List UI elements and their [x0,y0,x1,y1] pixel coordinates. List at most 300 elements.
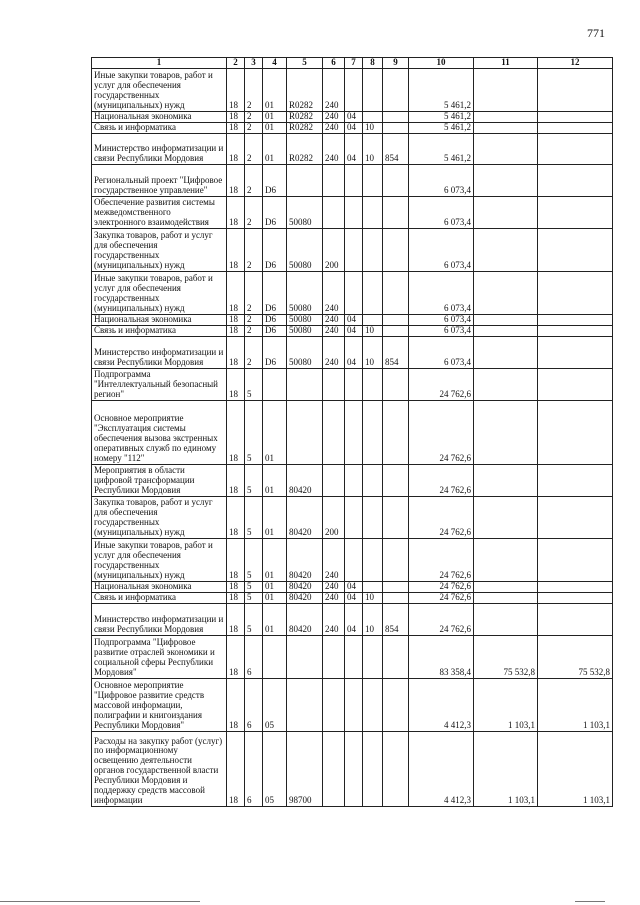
row-name-cell: Иные закупки товаров, работ и услуг для обеспечения государственных (муниципальных) нужд [92,538,227,581]
column-9-cell [383,496,409,538]
column-4-cell: 01 [263,538,287,581]
column-3-cell: 5 [245,464,263,496]
column-7-cell: 04 [345,314,363,325]
column-6-cell: 240 [323,538,345,581]
column-5-cell [287,678,323,731]
column-5-cell: R0282 [287,133,323,164]
column-7-cell [345,164,363,196]
column-2-cell: 18 [227,68,245,111]
column-6-cell: 240 [323,122,345,133]
column-4-cell: D6 [263,325,287,336]
column-9-cell [383,538,409,581]
column-7-cell: 04 [345,111,363,122]
table-row [92,603,613,635]
column-6-cell: 240 [323,592,345,603]
table-row [92,731,613,806]
column-9-cell [383,325,409,336]
column-5-cell: R0282 [287,68,323,111]
column-7-cell [345,464,363,496]
column-12-cell [538,538,613,581]
column-3-cell: 2 [245,314,263,325]
column-9-cell: 854 [383,603,409,635]
column-4-cell: 01 [263,133,287,164]
column-2-cell: 18 [227,581,245,592]
column-5-cell: 80420 [287,603,323,635]
column-5-cell [287,400,323,464]
row-name-cell: Министерство информатизации и связи Республики Мордовия [92,603,227,635]
column-9-cell [383,196,409,228]
page-number: 771 [587,26,605,40]
column-10-cell: 6 073,4 [409,164,474,196]
column-6-cell [323,164,345,196]
column-11-cell [474,368,538,400]
row-name-cell: Основное мероприятие "Эксплуатация системы обеспечения вызова экстренных оперативных служб по единому номеру "112" [92,400,227,464]
column-12-cell [538,68,613,111]
table-row [92,314,613,325]
column-10-cell: 6 073,4 [409,325,474,336]
column-2-cell: 18 [227,164,245,196]
column-8-cell [363,581,383,592]
column-5-cell: 80420 [287,496,323,538]
column-4-cell: 01 [263,592,287,603]
column-11-cell [474,68,538,111]
column-4-cell: D6 [263,314,287,325]
table-row [92,496,613,538]
column-2-cell: 18 [227,592,245,603]
table-row [92,635,613,678]
column-2-cell: 18 [227,538,245,581]
row-name-cell: Национальная экономика [92,111,227,122]
scan-artifact-line [0,901,200,902]
table-row [92,122,613,133]
column-header: 6 [323,58,345,69]
column-11-cell [474,196,538,228]
column-11-cell [474,538,538,581]
column-3-cell: 2 [245,325,263,336]
column-2-cell: 18 [227,368,245,400]
budget-table [91,57,613,807]
column-3-cell: 5 [245,368,263,400]
column-4-cell: 01 [263,496,287,538]
column-10-cell: 6 073,4 [409,314,474,325]
column-5-cell: 50080 [287,228,323,271]
column-4-cell: 01 [263,122,287,133]
table-row [92,68,613,111]
column-5-cell [287,635,323,678]
column-6-cell: 240 [323,111,345,122]
column-3-cell: 5 [245,581,263,592]
column-8-cell: 10 [363,122,383,133]
column-7-cell: 04 [345,133,363,164]
column-12-cell: 1 103,1 [538,678,613,731]
column-12-cell [538,400,613,464]
column-6-cell [323,368,345,400]
column-10-cell: 4 412,3 [409,678,474,731]
column-6-cell: 240 [323,336,345,368]
column-2-cell: 18 [227,228,245,271]
column-2-cell: 18 [227,496,245,538]
column-5-cell: 98700 [287,731,323,806]
column-3-cell: 6 [245,678,263,731]
column-8-cell: 10 [363,133,383,164]
column-4-cell: 05 [263,678,287,731]
column-10-cell: 24 762,6 [409,368,474,400]
column-9-cell [383,111,409,122]
column-4-cell: D6 [263,336,287,368]
row-name-cell: Подпрограмма "Интеллектуальный безопасный регион" [92,368,227,400]
column-2-cell: 18 [227,122,245,133]
column-4-cell: 01 [263,68,287,111]
table-row [92,164,613,196]
column-9-cell [383,464,409,496]
column-2-cell: 18 [227,603,245,635]
table-row [92,368,613,400]
column-11-cell [474,581,538,592]
column-12-cell [538,196,613,228]
column-4-cell: 05 [263,731,287,806]
column-3-cell: 2 [245,336,263,368]
column-9-cell [383,581,409,592]
column-10-cell: 83 358,4 [409,635,474,678]
column-7-cell: 04 [345,592,363,603]
column-10-cell: 5 461,2 [409,111,474,122]
column-header: 8 [363,58,383,69]
column-5-cell [287,368,323,400]
column-5-cell: 80420 [287,581,323,592]
row-name-cell: Министерство информатизации и связи Республики Мордовия [92,133,227,164]
table-row [92,325,613,336]
column-9-cell [383,164,409,196]
column-8-cell [363,731,383,806]
table-row [92,538,613,581]
row-name-cell: Основное мероприятие "Цифровое развитие средств массовой информации, полиграфии и книгоиздания Республики Мордовия" [92,678,227,731]
column-12-cell [538,164,613,196]
column-8-cell [363,400,383,464]
column-12-cell [538,271,613,314]
column-7-cell: 04 [345,325,363,336]
column-12-cell [538,496,613,538]
scan-artifact-line [575,901,605,902]
column-4-cell: D6 [263,164,287,196]
column-9-cell [383,592,409,603]
column-9-cell: 854 [383,336,409,368]
row-name-cell: Иные закупки товаров, работ и услуг для обеспечения государственных (муниципальных) нужд [92,68,227,111]
column-header: 1 [92,58,227,69]
column-8-cell [363,314,383,325]
column-12-cell [538,314,613,325]
row-name-cell: Мероприятия в области цифровой трансформации Республики Мордовия [92,464,227,496]
column-11-cell [474,111,538,122]
table-body [92,68,613,806]
column-10-cell: 24 762,6 [409,581,474,592]
column-9-cell [383,68,409,111]
header-row [92,58,613,69]
table-row [92,196,613,228]
column-3-cell: 5 [245,400,263,464]
column-12-cell [538,325,613,336]
column-10-cell: 24 762,6 [409,400,474,464]
row-name-cell: Связь и информатика [92,122,227,133]
column-4-cell: 01 [263,400,287,464]
column-8-cell [363,678,383,731]
column-9-cell [383,400,409,464]
column-2-cell: 18 [227,314,245,325]
column-6-cell [323,196,345,228]
column-header: 4 [263,58,287,69]
column-8-cell [363,228,383,271]
column-11-cell: 1 103,1 [474,731,538,806]
column-8-cell [363,68,383,111]
column-4-cell: 01 [263,603,287,635]
column-5-cell: R0282 [287,122,323,133]
column-11-cell [474,314,538,325]
row-name-cell: Связь и информатика [92,325,227,336]
column-6-cell: 240 [323,603,345,635]
column-11-cell [474,228,538,271]
column-2-cell: 18 [227,325,245,336]
column-6-cell [323,731,345,806]
column-10-cell: 4 412,3 [409,731,474,806]
column-7-cell [345,368,363,400]
column-12-cell [538,122,613,133]
table-row [92,592,613,603]
column-4-cell: 01 [263,581,287,592]
column-3-cell: 2 [245,271,263,314]
column-9-cell [383,678,409,731]
row-name-cell: Региональный проект "Цифровое государственное управление" [92,164,227,196]
column-2-cell: 18 [227,464,245,496]
column-8-cell [363,464,383,496]
column-12-cell [538,228,613,271]
table-row [92,678,613,731]
column-5-cell: 50080 [287,196,323,228]
column-6-cell [323,464,345,496]
column-11-cell [474,496,538,538]
column-3-cell: 5 [245,592,263,603]
column-3-cell: 5 [245,603,263,635]
column-10-cell: 24 762,6 [409,496,474,538]
column-3-cell: 2 [245,68,263,111]
column-9-cell: 854 [383,133,409,164]
column-7-cell: 04 [345,581,363,592]
column-10-cell: 6 073,4 [409,228,474,271]
column-10-cell: 6 073,4 [409,196,474,228]
column-3-cell: 6 [245,635,263,678]
row-name-cell: Связь и информатика [92,592,227,603]
column-12-cell: 75 532,8 [538,635,613,678]
column-6-cell: 240 [323,271,345,314]
column-12-cell [538,133,613,164]
column-3-cell: 2 [245,228,263,271]
column-5-cell: 50080 [287,336,323,368]
column-8-cell: 10 [363,603,383,635]
column-3-cell: 6 [245,731,263,806]
column-4-cell [263,368,287,400]
column-11-cell [474,164,538,196]
column-12-cell [538,111,613,122]
row-name-cell: Закупка товаров, работ и услуг для обеспечения государственных (муниципальных) нужд [92,496,227,538]
column-8-cell [363,196,383,228]
column-5-cell: 80420 [287,538,323,581]
column-7-cell [345,271,363,314]
column-7-cell [345,196,363,228]
column-header: 2 [227,58,245,69]
column-11-cell: 75 532,8 [474,635,538,678]
column-2-cell: 18 [227,271,245,314]
column-header: 10 [409,58,474,69]
table-row [92,400,613,464]
column-5-cell: 80420 [287,592,323,603]
column-5-cell: R0282 [287,111,323,122]
row-name-cell: Национальная экономика [92,581,227,592]
column-3-cell: 2 [245,196,263,228]
column-10-cell: 5 461,2 [409,133,474,164]
column-6-cell [323,400,345,464]
column-12-cell [538,368,613,400]
column-header: 7 [345,58,363,69]
column-9-cell [383,368,409,400]
column-9-cell [383,314,409,325]
column-8-cell: 10 [363,592,383,603]
column-header: 5 [287,58,323,69]
column-10-cell: 24 762,6 [409,592,474,603]
column-9-cell [383,635,409,678]
table-row [92,271,613,314]
column-header: 12 [538,58,613,69]
column-3-cell: 2 [245,133,263,164]
column-8-cell [363,111,383,122]
column-6-cell: 240 [323,581,345,592]
column-4-cell: D6 [263,228,287,271]
column-5-cell: 50080 [287,325,323,336]
column-9-cell [383,731,409,806]
row-name-cell: Обеспечение развития системы межведомственного электронного взаимодействия [92,196,227,228]
column-5-cell [287,164,323,196]
column-10-cell: 5 461,2 [409,68,474,111]
column-2-cell: 18 [227,111,245,122]
column-11-cell [474,603,538,635]
column-10-cell: 24 762,6 [409,464,474,496]
column-7-cell: 04 [345,336,363,368]
column-11-cell: 1 103,1 [474,678,538,731]
column-7-cell [345,538,363,581]
table-row [92,464,613,496]
column-header: 9 [383,58,409,69]
column-header: 11 [474,58,538,69]
column-3-cell: 5 [245,496,263,538]
column-2-cell: 18 [227,336,245,368]
column-4-cell [263,635,287,678]
column-3-cell: 2 [245,111,263,122]
column-9-cell [383,271,409,314]
column-header: 3 [245,58,263,69]
column-2-cell: 18 [227,400,245,464]
column-11-cell [474,133,538,164]
column-11-cell [474,271,538,314]
row-name-cell: Иные закупки товаров, работ и услуг для обеспечения государственных (муниципальных) нужд [92,271,227,314]
column-9-cell [383,228,409,271]
column-6-cell: 240 [323,68,345,111]
column-12-cell [538,592,613,603]
column-6-cell: 240 [323,314,345,325]
row-name-cell: Закупка товаров, работ и услуг для обеспечения государственных (муниципальных) нужд [92,228,227,271]
column-4-cell: D6 [263,196,287,228]
table-row [92,111,613,122]
row-name-cell: Подпрограмма "Цифровое развитие отраслей экономики и социальной сферы Республики Мордовия" [92,635,227,678]
column-7-cell [345,678,363,731]
column-8-cell [363,164,383,196]
column-6-cell: 240 [323,325,345,336]
column-7-cell [345,496,363,538]
column-12-cell [538,336,613,368]
table-row [92,581,613,592]
row-name-cell: Министерство информатизации и связи Республики Мордовия [92,336,227,368]
column-7-cell [345,635,363,678]
column-5-cell: 50080 [287,314,323,325]
column-8-cell [363,271,383,314]
column-4-cell: D6 [263,271,287,314]
column-12-cell: 1 103,1 [538,731,613,806]
column-2-cell: 18 [227,731,245,806]
column-2-cell: 18 [227,133,245,164]
column-4-cell: 01 [263,464,287,496]
column-10-cell: 24 762,6 [409,538,474,581]
table-row [92,336,613,368]
column-3-cell: 2 [245,164,263,196]
column-7-cell [345,731,363,806]
column-8-cell [363,496,383,538]
row-name-cell: Расходы на закупку работ (услуг) по информационному освещению деятельности органов государственной власти Республики Мордовия и поддержку средств массовой информации [92,731,227,806]
column-2-cell: 18 [227,678,245,731]
table-row [92,133,613,164]
column-6-cell: 200 [323,496,345,538]
column-11-cell [474,400,538,464]
row-name-cell: Национальная экономика [92,314,227,325]
column-3-cell: 2 [245,122,263,133]
column-8-cell [363,635,383,678]
column-11-cell [474,464,538,496]
column-6-cell [323,678,345,731]
column-6-cell [323,635,345,678]
column-8-cell: 10 [363,325,383,336]
column-10-cell: 24 762,6 [409,603,474,635]
table-row [92,228,613,271]
column-11-cell [474,122,538,133]
column-11-cell [474,336,538,368]
column-2-cell: 18 [227,196,245,228]
column-9-cell [383,122,409,133]
column-7-cell: 04 [345,122,363,133]
column-2-cell: 18 [227,635,245,678]
column-12-cell [538,464,613,496]
column-11-cell [474,592,538,603]
column-7-cell: 04 [345,603,363,635]
column-3-cell: 5 [245,538,263,581]
column-10-cell: 5 461,2 [409,122,474,133]
column-10-cell: 6 073,4 [409,336,474,368]
column-10-cell: 6 073,4 [409,271,474,314]
column-7-cell [345,228,363,271]
column-7-cell [345,400,363,464]
column-6-cell: 240 [323,133,345,164]
column-5-cell: 50080 [287,271,323,314]
column-8-cell [363,538,383,581]
column-5-cell: 80420 [287,464,323,496]
column-12-cell [538,581,613,592]
column-11-cell [474,325,538,336]
column-12-cell [538,603,613,635]
column-6-cell: 200 [323,228,345,271]
